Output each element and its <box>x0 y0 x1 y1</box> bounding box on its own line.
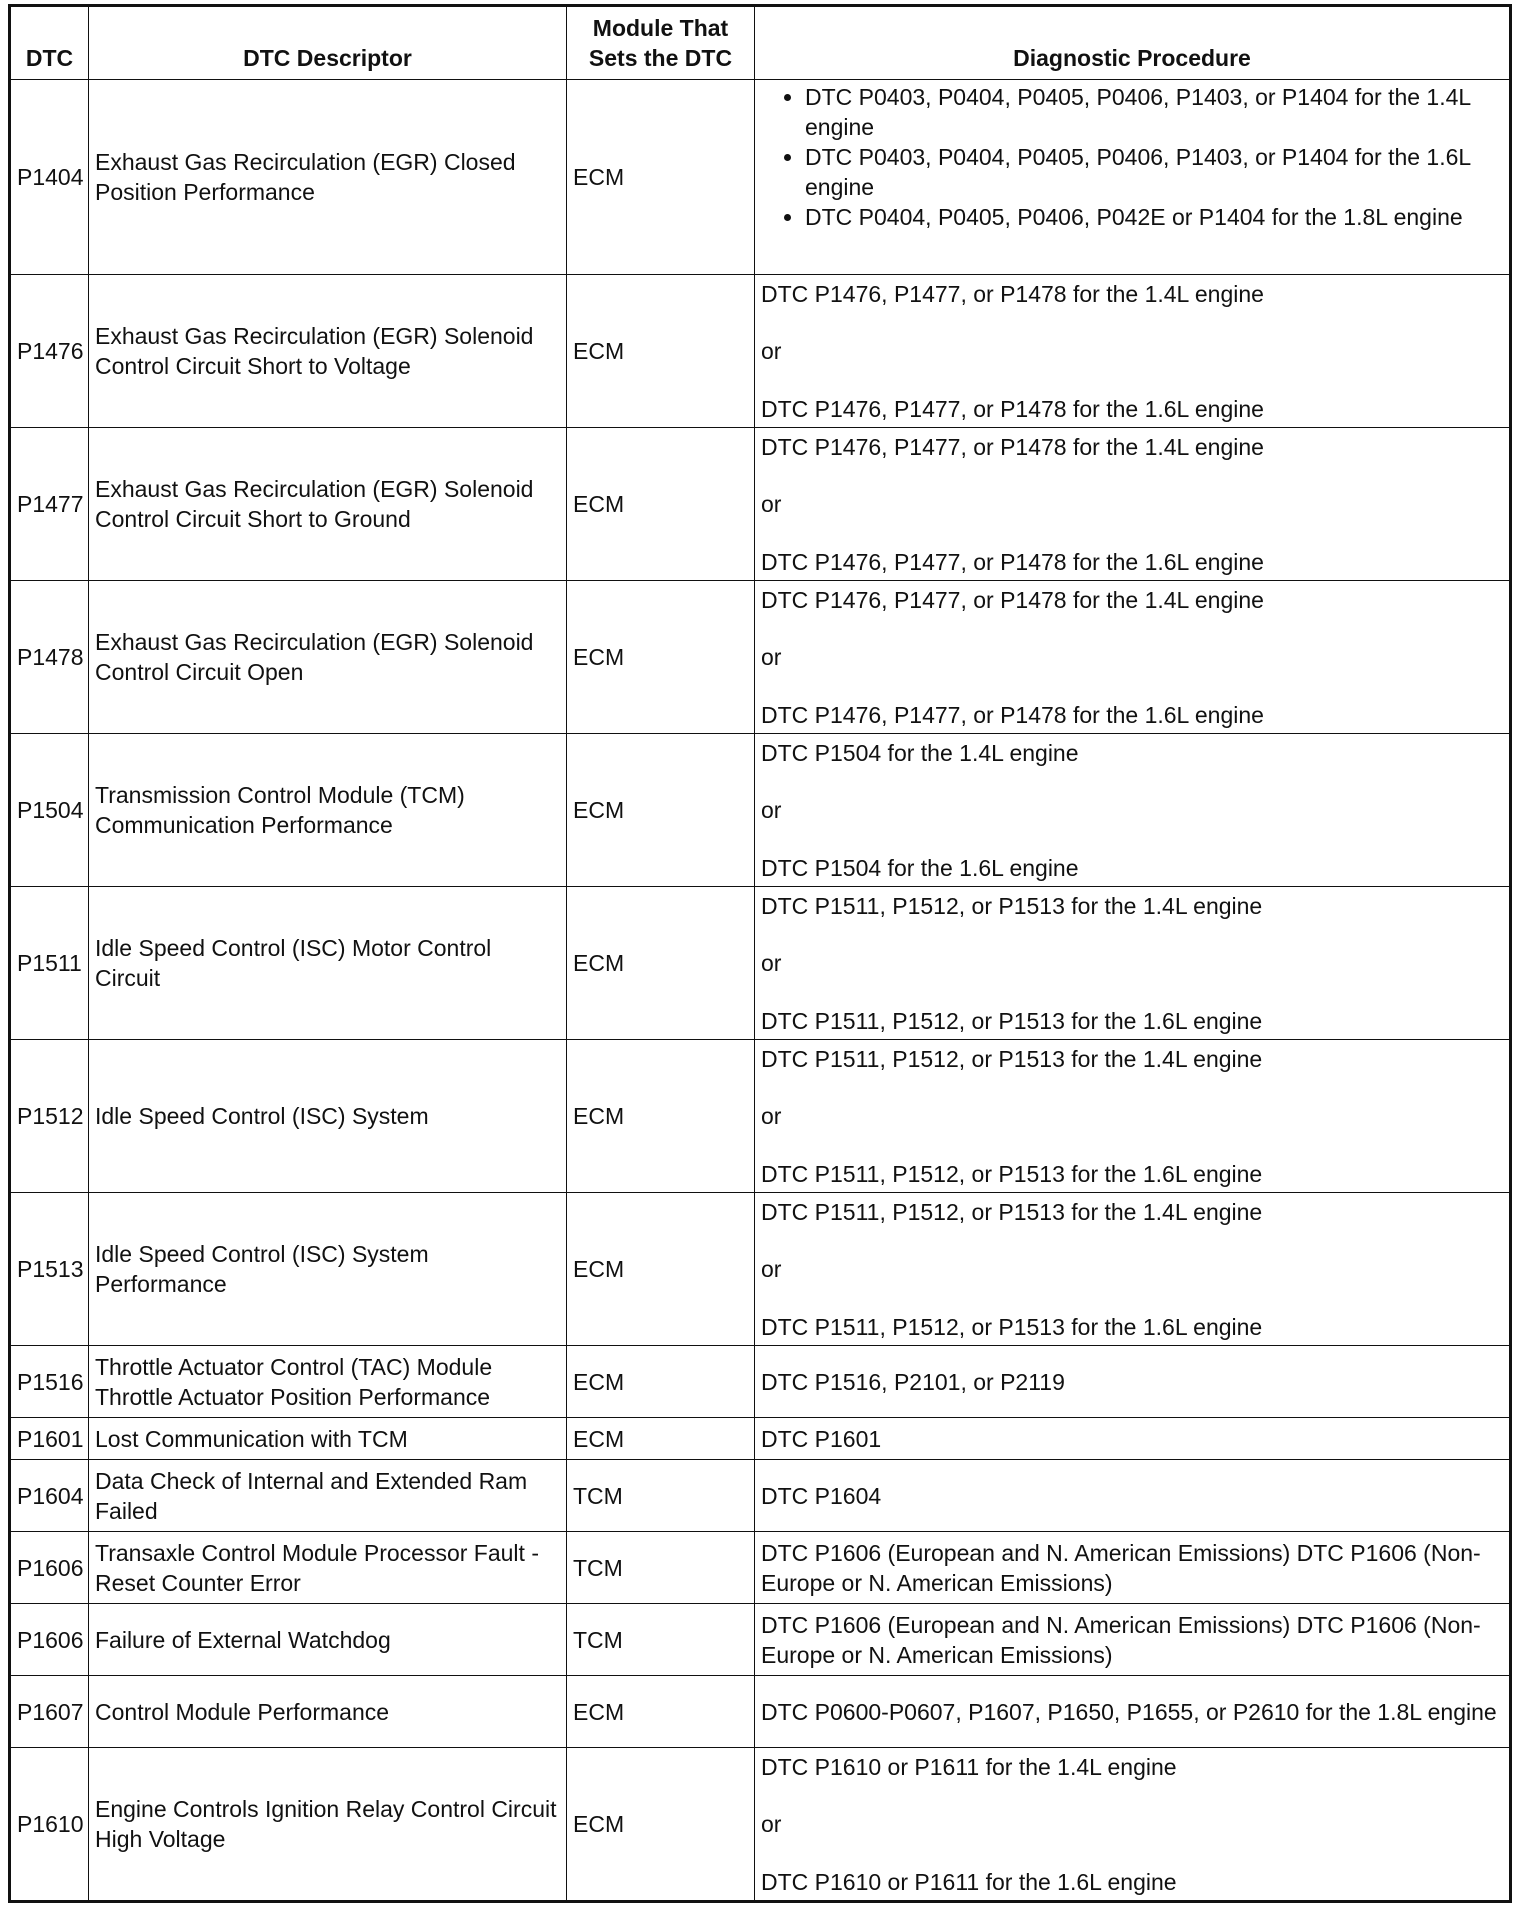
table-row <box>10 1604 1511 1676</box>
table-row <box>10 1748 1511 1902</box>
procedure-line: DTC P1511, P1512, or P1513 for the 1.4L engine <box>761 1045 1263 1072</box>
header-row <box>10 6 1511 80</box>
procedure-cell <box>755 1193 1511 1346</box>
dtc-descriptor: Exhaust Gas Recirculation (EGR) Solenoid Control Circuit Open <box>89 581 567 734</box>
dtc-descriptor: Data Check of Internal and Extended Ram Failed <box>89 1460 567 1532</box>
table-row <box>10 1532 1511 1604</box>
dtc-descriptor: Transaxle Control Module Processor Fault - Reset Counter Error <box>89 1532 567 1604</box>
module-name: ECM <box>567 1040 755 1193</box>
module-name: ECM <box>567 1676 755 1748</box>
module-name: TCM <box>567 1532 755 1604</box>
procedure-or: or <box>761 1811 782 1837</box>
table-row <box>10 428 1511 581</box>
dtc-descriptor: Throttle Actuator Control (TAC) Module Throttle Actuator Position Performance <box>89 1346 567 1418</box>
dtc-descriptor: Failure of External Watchdog <box>89 1604 567 1676</box>
procedure-line: DTC P1504 for the 1.6L engine <box>761 854 1079 881</box>
table-row <box>10 1418 1511 1460</box>
procedure-cell <box>755 734 1511 887</box>
procedure-cell: DTC P1604 <box>755 1460 1511 1532</box>
table-row <box>10 80 1511 275</box>
module-name: ECM <box>567 80 755 275</box>
header-dtc: DTC <box>10 6 89 80</box>
procedure-cell <box>755 1748 1511 1902</box>
header-module-line1: Module That <box>592 15 729 41</box>
procedure-line: DTC P1511, P1512, or P1513 for the 1.4L engine <box>761 1198 1263 1225</box>
dtc-code: P1606 <box>10 1532 89 1604</box>
procedure-cell: DTC P1606 (European and N. American Emissions) DTC P1606 (Non-Europe or N. American Emissions) <box>755 1532 1511 1604</box>
table-row <box>10 1040 1511 1193</box>
procedure-or: or <box>761 1103 782 1129</box>
header-procedure: Diagnostic Procedure <box>755 6 1511 80</box>
dtc-descriptor: Idle Speed Control (ISC) Motor Control Circuit <box>89 887 567 1040</box>
procedure-or: or <box>761 491 782 517</box>
dtc-code: P1606 <box>10 1604 89 1676</box>
header-module-line2: Sets the DTC <box>588 45 733 71</box>
dtc-code: P1604 <box>10 1460 89 1532</box>
dtc-code: P1504 <box>10 734 89 887</box>
procedure-bullet: • DTC P0403, P0404, P0405, P0406, P1403, or P1404 for the 1.6L engine <box>805 142 1503 202</box>
table-row <box>10 734 1511 887</box>
table-row <box>10 275 1511 428</box>
procedure-line: DTC P1511, P1512, or P1513 for the 1.4L engine <box>761 892 1263 919</box>
dtc-code: P1478 <box>10 581 89 734</box>
dtc-descriptor: Idle Speed Control (ISC) System <box>89 1040 567 1193</box>
dtc-descriptor: Exhaust Gas Recirculation (EGR) Solenoid Control Circuit Short to Ground <box>89 428 567 581</box>
procedure-cell: DTC P1516, P2101, or P2119 <box>755 1346 1511 1418</box>
dtc-code: P1511 <box>10 887 89 1040</box>
procedure-cell: DTC P1606 (European and N. American Emissions) DTC P1606 (Non-Europe or N. American Emissions) <box>755 1604 1511 1676</box>
procedure-line: DTC P1476, P1477, or P1478 for the 1.6L engine <box>761 548 1264 575</box>
dtc-descriptor: Exhaust Gas Recirculation (EGR) Solenoid Control Circuit Short to Voltage <box>89 275 567 428</box>
procedure-or: or <box>761 950 782 976</box>
dtc-code: P1607 <box>10 1676 89 1748</box>
procedure-line: DTC P1476, P1477, or P1478 for the 1.4L engine <box>761 433 1264 460</box>
table-header <box>10 6 1511 80</box>
procedure-line: DTC P1511, P1512, or P1513 for the 1.6L engine <box>761 1007 1263 1034</box>
module-name: TCM <box>567 1460 755 1532</box>
table-row <box>10 581 1511 734</box>
dtc-descriptor: Idle Speed Control (ISC) System Performance <box>89 1193 567 1346</box>
dtc-descriptor: Engine Controls Ignition Relay Control Circuit High Voltage <box>89 1748 567 1902</box>
procedure-bullet: • DTC P0404, P0405, P0406, P042E or P1404 for the 1.8L engine <box>805 202 1503 232</box>
procedure-line: DTC P1511, P1512, or P1513 for the 1.6L engine <box>761 1160 1263 1187</box>
procedure-line: DTC P1610 or P1611 for the 1.6L engine <box>761 1868 1177 1895</box>
dtc-descriptor: Exhaust Gas Recirculation (EGR) Closed Position Performance <box>89 80 567 275</box>
procedure-cell <box>755 275 1511 428</box>
table-row <box>10 1676 1511 1748</box>
dtc-code: P1512 <box>10 1040 89 1193</box>
module-name: ECM <box>567 1748 755 1902</box>
module-name: ECM <box>567 1346 755 1418</box>
procedure-or: or <box>761 797 782 823</box>
procedure-cell: DTC P0600-P0607, P1607, P1650, P1655, or P2610 for the 1.8L engine <box>755 1676 1511 1748</box>
module-name: ECM <box>567 275 755 428</box>
module-name: TCM <box>567 1604 755 1676</box>
procedure-line: DTC P1476, P1477, or P1478 for the 1.6L engine <box>761 395 1264 422</box>
table-row <box>10 1193 1511 1346</box>
module-name: ECM <box>567 581 755 734</box>
procedure-or: or <box>761 338 782 364</box>
dtc-code: P1477 <box>10 428 89 581</box>
dtc-code: P1601 <box>10 1418 89 1460</box>
table-body <box>10 80 1511 1902</box>
header-module <box>567 6 755 80</box>
dtc-descriptor: Transmission Control Module (TCM) Communication Performance <box>89 734 567 887</box>
dtc-descriptor: Control Module Performance <box>89 1676 567 1748</box>
procedure-line: DTC P1504 for the 1.4L engine <box>761 739 1079 766</box>
procedure-or: or <box>761 1256 782 1282</box>
procedure-cell <box>755 1040 1511 1193</box>
procedure-line: DTC P1476, P1477, or P1478 for the 1.4L engine <box>761 586 1264 613</box>
procedure-line: DTC P1511, P1512, or P1513 for the 1.6L engine <box>761 1313 1263 1340</box>
procedure-or: or <box>761 644 782 670</box>
procedure-cell <box>755 428 1511 581</box>
table-row <box>10 887 1511 1040</box>
procedure-line: DTC P1610 or P1611 for the 1.4L engine <box>761 1753 1177 1780</box>
module-name: ECM <box>567 734 755 887</box>
dtc-code: P1516 <box>10 1346 89 1418</box>
procedure-cell: DTC P1601 <box>755 1418 1511 1460</box>
procedure-cell <box>755 887 1511 1040</box>
module-name: ECM <box>567 1418 755 1460</box>
module-name: ECM <box>567 428 755 581</box>
dtc-code: P1610 <box>10 1748 89 1902</box>
procedure-cell <box>755 80 1511 275</box>
procedure-bullet-list <box>761 80 1503 234</box>
table-row <box>10 1346 1511 1418</box>
module-name: ECM <box>567 887 755 1040</box>
procedure-cell <box>755 581 1511 734</box>
dtc-code: P1476 <box>10 275 89 428</box>
procedure-bullet: • DTC P0403, P0404, P0405, P0406, P1403, or P1404 for the 1.4L engine <box>805 82 1503 142</box>
dtc-table <box>8 4 1512 1903</box>
procedure-line: DTC P1476, P1477, or P1478 for the 1.6L engine <box>761 701 1264 728</box>
header-descriptor: DTC Descriptor <box>89 6 567 80</box>
dtc-code: P1404 <box>10 80 89 275</box>
table-row <box>10 1460 1511 1532</box>
module-name: ECM <box>567 1193 755 1346</box>
dtc-descriptor: Lost Communication with TCM <box>89 1418 567 1460</box>
procedure-line: DTC P1476, P1477, or P1478 for the 1.4L engine <box>761 280 1264 307</box>
dtc-code: P1513 <box>10 1193 89 1346</box>
